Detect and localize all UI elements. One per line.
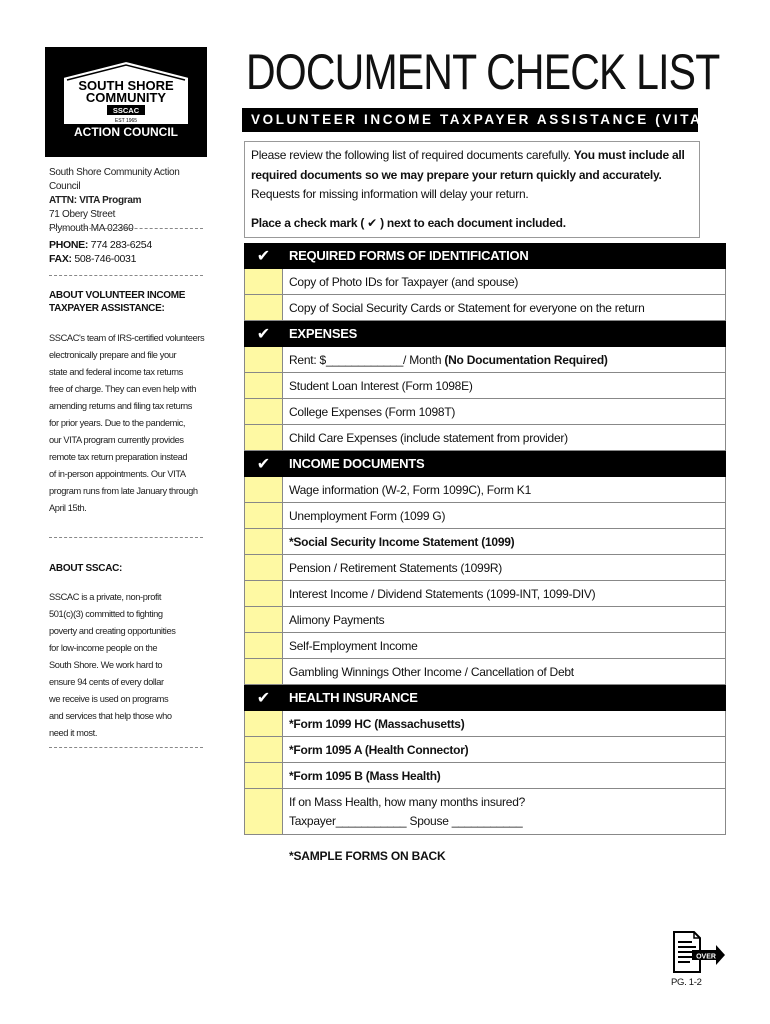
section-title: HEALTH INSURANCE — [289, 690, 418, 705]
logo-line2: COMMUNITY — [85, 90, 167, 105]
intro-text2: Requests for missing information will delay your return. — [251, 187, 529, 201]
checkbox[interactable] — [244, 659, 283, 684]
checkbox[interactable] — [244, 477, 283, 502]
checklist-item: Child Care Expenses (include statement from provider) — [244, 425, 726, 451]
phone-label: PHONE: — [49, 239, 89, 251]
about-vita-heading: ABOUT VOLUNTEER INCOME TAXPAYER ASSISTANCE: — [49, 290, 186, 314]
section-header-health — [244, 685, 726, 711]
section-header-income — [244, 451, 726, 477]
checklist-item: Unemployment Form (1099 G) — [244, 503, 726, 529]
page-number: PG. 1-2 — [671, 977, 702, 988]
check-icon: ✔ — [244, 321, 283, 347]
checkbox[interactable] — [244, 737, 283, 762]
checklist-item: *Social Security Income Statement (1099) — [244, 529, 726, 555]
checklist-item: Alimony Payments — [244, 607, 726, 633]
section-title: EXPENSES — [289, 326, 358, 341]
checklist-item: Rent: $____________/ Month (No Documentation Required) — [244, 347, 726, 373]
checkbox[interactable] — [244, 399, 283, 424]
intro-text: Please review the following list of required documents carefully. — [251, 148, 574, 162]
logo-badge: SSCAC — [112, 106, 140, 115]
checkbox[interactable] — [244, 347, 283, 372]
checkbox[interactable] — [244, 295, 283, 320]
divider — [49, 537, 203, 538]
checkbox[interactable] — [244, 581, 283, 606]
section-header-expenses — [244, 321, 726, 347]
address-block — [49, 166, 205, 236]
contact-block — [49, 238, 205, 266]
checkbox[interactable] — [244, 529, 283, 554]
check-icon: ✔ — [244, 451, 283, 477]
mass-health-question: If on Mass Health, how many months insured? — [289, 795, 526, 809]
address-city: Plymouth MA 02360 — [49, 223, 134, 234]
address-attn: ATTN: VITA Program — [49, 195, 142, 206]
phone-number: 774 283-6254 — [90, 239, 152, 251]
checklist-item: College Expenses (Form 1098T) — [244, 399, 726, 425]
checkbox[interactable] — [244, 503, 283, 528]
mass-health-months-fields: Taxpayer___________ Spouse ___________ — [289, 814, 523, 828]
checkbox[interactable] — [244, 633, 283, 658]
logo-line1: SOUTH SHORE — [78, 78, 174, 93]
page-title: DOCUMENT CHECK LIST — [246, 44, 720, 100]
checkbox[interactable] — [244, 711, 283, 736]
checklist-item — [244, 789, 726, 835]
sample-forms-note: *SAMPLE FORMS ON BACK — [289, 849, 446, 863]
checklist-item: Copy of Photo IDs for Taxpayer (and spouse) — [244, 269, 726, 295]
intro-bold-text: You must include all required documents so we may prepare your return quickly and accurately. — [251, 148, 685, 182]
fax-number: 508-746-0031 — [74, 253, 137, 265]
divider — [49, 228, 203, 229]
checkbox[interactable] — [244, 789, 283, 834]
section-title: REQUIRED FORMS OF IDENTIFICATION — [289, 248, 529, 263]
checklist-item: *Form 1099 HC (Massachusetts) — [244, 711, 726, 737]
checkbox[interactable] — [244, 555, 283, 580]
checkbox[interactable] — [244, 763, 283, 788]
about-vita-text: SSCAC's team of IRS-certified volunteers electronically prepare and file your state and federal income tax returns free of charge. They can even help with amending returns and filing tax returns for prior years. Due to the pandemic, our VITA program currently provides remote tax return preparation instead of in-person appointments. Our VITA program runs from late January through April 15th. — [49, 333, 205, 513]
check-instruction: Place a check mark ( ✔ ) next to each document included. — [251, 215, 566, 230]
intro-box — [244, 141, 700, 238]
fax-label: FAX: — [49, 253, 72, 265]
divider — [49, 747, 203, 748]
document-checklist — [244, 243, 726, 835]
checkbox[interactable] — [244, 269, 283, 294]
checklist-item: Wage information (W-2, Form 1099C), Form K1 — [244, 477, 726, 503]
address-street: 71 Obery Street — [49, 209, 116, 220]
section-title: INCOME DOCUMENTS — [289, 456, 425, 471]
checklist-item: *Form 1095 B (Mass Health) — [244, 763, 726, 789]
sscac-logo — [45, 47, 207, 157]
checklist-item: *Form 1095 A (Health Connector) — [244, 737, 726, 763]
checklist-item: Interest Income / Dividend Statements (1099-INT, 1099-DIV) — [244, 581, 726, 607]
checkbox[interactable] — [244, 373, 283, 398]
checklist-item: Student Loan Interest (Form 1098E) — [244, 373, 726, 399]
check-icon: ✔ — [367, 215, 377, 230]
divider — [49, 275, 203, 276]
checklist-item: Gambling Winnings Other Income / Cancellation of Debt — [244, 659, 726, 685]
checklist-item: Self-Employment Income — [244, 633, 726, 659]
checkbox[interactable] — [244, 425, 283, 450]
checklist-item: Copy of Social Security Cards or Statement for everyone on the return — [244, 295, 726, 321]
checkbox[interactable] — [244, 607, 283, 632]
checklist-item: Pension / Retirement Statements (1099R) — [244, 555, 726, 581]
check-icon: ✔ — [244, 685, 283, 711]
page-subtitle: VOLUNTEER INCOME TAXPAYER ASSISTANCE (VITA) — [242, 108, 698, 132]
check-icon: ✔ — [244, 243, 283, 269]
logo-line3: ACTION COUNCIL — [74, 125, 178, 139]
about-sscac-heading: ABOUT SSCAC: — [49, 563, 123, 574]
over-label: OVER — [696, 953, 716, 961]
over-page-icon — [670, 930, 726, 974]
address-org: South Shore Community Action Council — [49, 167, 180, 192]
section-header-identification — [244, 243, 726, 269]
about-sscac-text: SSCAC is a private, non-profit 501(c)(3) committed to fighting poverty and creating opportunities for low-income people on the South Shore. We work hard to ensure 94 cents of every dollar we receive is used on programs and services that help those who need it most. — [49, 592, 176, 738]
logo-est: EST 1965 — [114, 118, 138, 124]
